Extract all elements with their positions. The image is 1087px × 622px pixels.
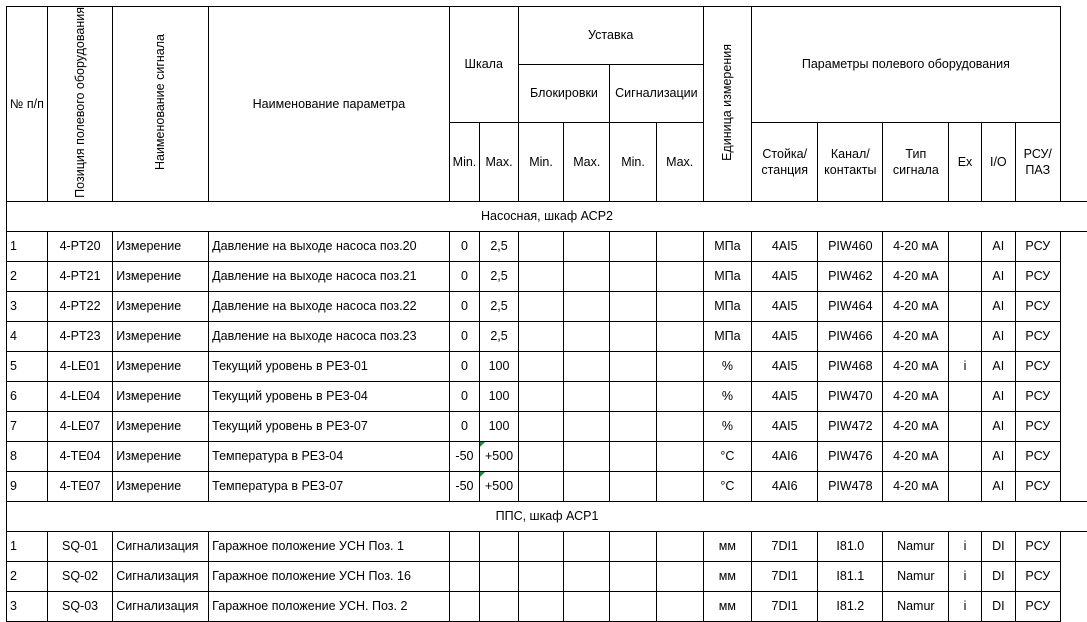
row-channel[interactable]: PIW468 [818, 351, 883, 381]
row-signal-type[interactable]: 4-20 мА [883, 351, 949, 381]
col-header-rsu[interactable]: РСУ/ ПАЗ [1016, 122, 1061, 201]
row-block-max[interactable] [564, 321, 610, 351]
row-rsu[interactable]: РСУ [1016, 261, 1061, 291]
row-signal[interactable]: Измерение [113, 441, 209, 471]
col-header-signaling[interactable]: Сигнализации [610, 64, 703, 122]
row-scale-max[interactable]: 2,5 [480, 231, 518, 261]
row-num[interactable]: 1 [7, 231, 48, 261]
row-sig-min[interactable] [610, 531, 657, 561]
row-scale-min[interactable]: -50 [449, 471, 480, 501]
row-block-min[interactable] [518, 411, 564, 441]
row-channel[interactable]: PIW478 [818, 471, 883, 501]
row-block-min[interactable] [518, 561, 564, 591]
row-signal[interactable]: Измерение [113, 291, 209, 321]
row-sig-min[interactable] [610, 321, 657, 351]
row-scale-min[interactable]: 0 [449, 351, 480, 381]
row-scale-max[interactable]: 2,5 [480, 321, 518, 351]
row-num[interactable]: 6 [7, 381, 48, 411]
row-channel[interactable]: PIW460 [818, 231, 883, 261]
row-param-name[interactable]: Давление на выходе насоса поз.21 [209, 261, 449, 291]
row-rack[interactable]: 4AI6 [752, 441, 818, 471]
row-rack[interactable]: 7DI1 [752, 561, 818, 591]
row-channel[interactable]: PIW470 [818, 381, 883, 411]
row-rsu[interactable]: РСУ [1016, 321, 1061, 351]
row-position[interactable]: SQ-03 [47, 591, 112, 621]
col-header-param-name[interactable]: Наименование параметра [209, 7, 449, 202]
row-num[interactable]: 7 [7, 411, 48, 441]
row-ex[interactable] [949, 231, 981, 261]
row-position[interactable]: SQ-01 [47, 531, 112, 561]
row-channel[interactable]: I81.2 [818, 591, 883, 621]
row-rack[interactable]: 4AI5 [752, 351, 818, 381]
row-position[interactable]: 4-TE04 [47, 441, 112, 471]
row-signal[interactable]: Измерение [113, 321, 209, 351]
row-sig-max[interactable] [656, 321, 703, 351]
row-signal-type[interactable]: 4-20 мА [883, 471, 949, 501]
row-signal-type[interactable]: Namur [883, 561, 949, 591]
table-row [7, 471, 1087, 501]
empty-cell [1060, 531, 1087, 561]
row-unit[interactable]: МПа [703, 291, 752, 321]
row-block-max[interactable] [564, 591, 610, 621]
row-channel[interactable]: I81.1 [818, 561, 883, 591]
col-header-rack[interactable]: Стойка/ станция [752, 122, 818, 201]
row-num[interactable]: 5 [7, 351, 48, 381]
row-sig-min[interactable] [610, 351, 657, 381]
row-unit[interactable]: % [703, 351, 752, 381]
row-block-max[interactable] [564, 561, 610, 591]
row-scale-max[interactable]: 100 [480, 411, 518, 441]
table-row [7, 561, 1087, 591]
table-row [7, 381, 1087, 411]
row-num[interactable]: 4 [7, 321, 48, 351]
row-unit[interactable]: мм [703, 531, 752, 561]
empty-cell [1060, 291, 1087, 321]
row-sig-max[interactable] [656, 471, 703, 501]
row-block-min[interactable] [518, 321, 564, 351]
col-header-field-params[interactable]: Параметры полевого оборудования [752, 7, 1060, 123]
row-rack[interactable]: 7DI1 [752, 591, 818, 621]
row-num[interactable]: 2 [7, 561, 48, 591]
empty-cell [1060, 591, 1087, 621]
row-unit[interactable]: °С [703, 471, 752, 501]
row-sig-max[interactable] [656, 261, 703, 291]
row-signal[interactable]: Измерение [113, 231, 209, 261]
row-num[interactable]: 8 [7, 441, 48, 471]
row-scale-min[interactable] [449, 591, 480, 621]
row-block-min[interactable] [518, 291, 564, 321]
row-channel[interactable]: PIW472 [818, 411, 883, 441]
row-unit[interactable]: % [703, 411, 752, 441]
row-signal-type[interactable]: 4-20 мА [883, 381, 949, 411]
empty-cell [1060, 261, 1087, 291]
row-position[interactable]: 4-LE04 [47, 381, 112, 411]
row-channel[interactable]: PIW464 [818, 291, 883, 321]
row-ex[interactable] [949, 321, 981, 351]
row-ex[interactable] [949, 381, 981, 411]
row-io[interactable]: DI [981, 561, 1015, 591]
empty-cell [1060, 321, 1087, 351]
row-signal-type[interactable]: 4-20 мА [883, 261, 949, 291]
row-signal-type[interactable]: 4-20 мА [883, 231, 949, 261]
row-signal[interactable]: Измерение [113, 471, 209, 501]
row-rsu[interactable]: РСУ [1016, 441, 1061, 471]
row-channel[interactable]: PIW462 [818, 261, 883, 291]
row-scale-max[interactable]: +500 [480, 441, 518, 471]
row-io[interactable]: AI [981, 261, 1015, 291]
row-block-min[interactable] [518, 471, 564, 501]
row-scale-max[interactable] [480, 531, 518, 561]
row-param-name[interactable]: Температура в РЕ3-04 [209, 441, 449, 471]
row-unit[interactable]: мм [703, 591, 752, 621]
row-sig-min[interactable] [610, 561, 657, 591]
row-scale-max[interactable] [480, 591, 518, 621]
col-header-sig-min[interactable]: Min. [610, 122, 657, 201]
row-rack[interactable]: 4AI5 [752, 381, 818, 411]
row-rsu[interactable]: РСУ [1016, 291, 1061, 321]
table-row [7, 321, 1087, 351]
row-position[interactable]: 4-LE07 [47, 411, 112, 441]
col-header-ex[interactable]: Ex [949, 122, 981, 201]
row-rack[interactable]: 4AI5 [752, 411, 818, 441]
row-sig-min[interactable] [610, 471, 657, 501]
row-ex[interactable]: i [949, 561, 981, 591]
row-param-name[interactable]: Гаражное положение УСН Поз. 1 [209, 531, 449, 561]
row-io[interactable]: AI [981, 231, 1015, 261]
col-header-signal-type[interactable]: Тип сигнала [883, 122, 949, 201]
col-header-num[interactable]: № п/п [7, 7, 48, 202]
col-header-position[interactable]: Позиция полевого оборудования [47, 7, 112, 202]
row-rsu[interactable]: РСУ [1016, 591, 1061, 621]
row-block-min[interactable] [518, 591, 564, 621]
row-channel[interactable]: I81.0 [818, 531, 883, 561]
col-header-block-max[interactable]: Max. [564, 122, 610, 201]
row-sig-min[interactable] [610, 231, 657, 261]
col-header-setpoint[interactable]: Уставка [518, 7, 703, 65]
empty-cell [1060, 381, 1087, 411]
col-header-scale-max[interactable]: Max. [480, 122, 518, 201]
row-block-min[interactable] [518, 351, 564, 381]
row-rack[interactable]: 7DI1 [752, 531, 818, 561]
row-unit[interactable]: МПа [703, 261, 752, 291]
row-sig-min[interactable] [610, 411, 657, 441]
row-ex[interactable] [949, 471, 981, 501]
section-title[interactable]: Насосная, шкаф АСР2 [7, 201, 1087, 231]
table-row [7, 291, 1087, 321]
col-header-scale-min[interactable]: Min. [449, 122, 480, 201]
empty-cell [1060, 7, 1087, 202]
col-header-blocking[interactable]: Блокировки [518, 64, 609, 122]
row-rack[interactable]: 4AI5 [752, 261, 818, 291]
row-scale-max[interactable]: 2,5 [480, 291, 518, 321]
row-io[interactable]: AI [981, 471, 1015, 501]
row-signal-type[interactable]: 4-20 мА [883, 411, 949, 441]
row-scale-max[interactable]: +500 [480, 471, 518, 501]
row-rsu[interactable]: РСУ [1016, 381, 1061, 411]
section-row [7, 501, 1087, 531]
row-io[interactable]: AI [981, 441, 1015, 471]
row-rack[interactable]: 4AI5 [752, 291, 818, 321]
row-block-min[interactable] [518, 261, 564, 291]
row-ex[interactable] [949, 291, 981, 321]
row-signal-type[interactable]: 4-20 мА [883, 321, 949, 351]
row-unit[interactable]: мм [703, 561, 752, 591]
row-sig-min[interactable] [610, 591, 657, 621]
row-position[interactable]: 4-LE01 [47, 351, 112, 381]
row-block-min[interactable] [518, 231, 564, 261]
table-row [7, 261, 1087, 291]
row-signal-type[interactable]: 4-20 мА [883, 291, 949, 321]
row-block-max[interactable] [564, 351, 610, 381]
row-signal-type[interactable]: 4-20 мА [883, 441, 949, 471]
row-sig-max[interactable] [656, 291, 703, 321]
row-block-max[interactable] [564, 531, 610, 561]
spreadsheet [0, 6, 1087, 533]
empty-cell [1060, 561, 1087, 591]
row-scale-min[interactable] [449, 531, 480, 561]
row-block-max[interactable] [564, 291, 610, 321]
row-block-min[interactable] [518, 441, 564, 471]
row-sig-max[interactable] [656, 351, 703, 381]
table-row [7, 591, 1087, 621]
row-block-max[interactable] [564, 471, 610, 501]
row-sig-max[interactable] [656, 381, 703, 411]
row-block-max[interactable] [564, 381, 610, 411]
row-channel[interactable]: PIW466 [818, 321, 883, 351]
row-sig-min[interactable] [610, 291, 657, 321]
row-signal[interactable]: Сигнализация [113, 591, 209, 621]
row-signal[interactable]: Измерение [113, 261, 209, 291]
col-header-block-min[interactable]: Min. [518, 122, 564, 201]
row-io[interactable]: AI [981, 381, 1015, 411]
row-ex[interactable]: i [949, 351, 981, 381]
row-sig-max[interactable] [656, 411, 703, 441]
row-position[interactable]: 4-PT23 [47, 321, 112, 351]
row-signal[interactable]: Измерение [113, 411, 209, 441]
row-io[interactable]: AI [981, 321, 1015, 351]
row-io[interactable]: AI [981, 291, 1015, 321]
row-param-name[interactable]: Температура в РЕ3-07 [209, 471, 449, 501]
col-header-scale[interactable]: Шкала [449, 7, 518, 123]
row-unit[interactable]: МПа [703, 321, 752, 351]
section-row [7, 201, 1087, 231]
row-io[interactable]: DI [981, 591, 1015, 621]
row-signal[interactable]: Измерение [113, 351, 209, 381]
row-sig-max[interactable] [656, 531, 703, 561]
row-rsu[interactable]: РСУ [1016, 411, 1061, 441]
row-sig-min[interactable] [610, 381, 657, 411]
row-rsu[interactable]: РСУ [1016, 231, 1061, 261]
row-io[interactable]: AI [981, 411, 1015, 441]
row-param-name[interactable]: Давление на выходе насоса поз.23 [209, 321, 449, 351]
row-ex[interactable] [949, 441, 981, 471]
row-scale-min[interactable] [449, 561, 480, 591]
row-rack[interactable]: 4AI5 [752, 321, 818, 351]
row-block-min[interactable] [518, 381, 564, 411]
row-scale-min[interactable]: 0 [449, 231, 480, 261]
row-position[interactable]: 4-PT21 [47, 261, 112, 291]
row-param-name[interactable]: Гаражное положение УСН. Поз. 2 [209, 591, 449, 621]
row-rsu[interactable]: РСУ [1016, 471, 1061, 501]
row-ex[interactable]: i [949, 591, 981, 621]
row-rsu[interactable]: РСУ [1016, 561, 1061, 591]
section-title[interactable]: ППС, шкаф АСР1 [7, 501, 1087, 531]
empty-cell [1060, 231, 1087, 261]
row-signal-type[interactable]: Namur [883, 531, 949, 561]
row-ex[interactable]: i [949, 531, 981, 561]
row-io[interactable]: DI [981, 531, 1015, 561]
row-num[interactable]: 2 [7, 261, 48, 291]
row-scale-min[interactable]: 0 [449, 321, 480, 351]
row-position[interactable]: 4-PT20 [47, 231, 112, 261]
row-position[interactable]: SQ-02 [47, 561, 112, 591]
row-io[interactable]: AI [981, 351, 1015, 381]
row-sig-min[interactable] [610, 261, 657, 291]
row-signal[interactable]: Сигнализация [113, 561, 209, 591]
col-header-io[interactable]: I/O [981, 122, 1015, 201]
row-signal[interactable]: Сигнализация [113, 531, 209, 561]
row-param-name[interactable]: Давление на выходе насоса поз.20 [209, 231, 449, 261]
row-scale-max[interactable]: 2,5 [480, 261, 518, 291]
row-num[interactable]: 3 [7, 291, 48, 321]
table-row [7, 411, 1087, 441]
row-param-name[interactable]: Гаражное положение УСН Поз. 16 [209, 561, 449, 591]
table-row [7, 441, 1087, 471]
table-row [7, 231, 1087, 261]
row-num[interactable]: 3 [7, 591, 48, 621]
row-signal-type[interactable]: Namur [883, 591, 949, 621]
table-row [7, 351, 1087, 381]
row-sig-min[interactable] [610, 441, 657, 471]
row-scale-min[interactable]: 0 [449, 411, 480, 441]
row-sig-max[interactable] [656, 561, 703, 591]
row-channel[interactable]: PIW476 [818, 441, 883, 471]
row-ex[interactable] [949, 261, 981, 291]
empty-cell [1060, 411, 1087, 441]
col-header-sig-max[interactable]: Max. [656, 122, 703, 201]
row-param-name[interactable]: Текущий уровень в РЕ3-01 [209, 351, 449, 381]
col-header-channel[interactable]: Канал/ контакты [818, 122, 883, 201]
row-param-name[interactable]: Текущий уровень в РЕ3-07 [209, 411, 449, 441]
row-block-max[interactable] [564, 441, 610, 471]
row-position[interactable]: 4-PT22 [47, 291, 112, 321]
row-num[interactable]: 9 [7, 471, 48, 501]
row-block-max[interactable] [564, 231, 610, 261]
row-sig-max[interactable] [656, 591, 703, 621]
row-scale-min[interactable]: 0 [449, 381, 480, 411]
row-ex[interactable] [949, 411, 981, 441]
row-block-max[interactable] [564, 411, 610, 441]
row-unit[interactable]: % [703, 381, 752, 411]
table-row [7, 531, 1087, 561]
empty-cell [1060, 471, 1087, 501]
row-unit[interactable]: °С [703, 441, 752, 471]
row-sig-max[interactable] [656, 231, 703, 261]
row-param-name[interactable]: Текущий уровень в РЕ3-04 [209, 381, 449, 411]
row-param-name[interactable]: Давление на выходе насоса поз.22 [209, 291, 449, 321]
row-scale-min[interactable]: 0 [449, 291, 480, 321]
row-signal[interactable]: Измерение [113, 381, 209, 411]
row-unit[interactable]: МПа [703, 231, 752, 261]
row-rack[interactable]: 4AI5 [752, 231, 818, 261]
row-block-max[interactable] [564, 261, 610, 291]
row-scale-max[interactable] [480, 561, 518, 591]
row-num[interactable]: 1 [7, 531, 48, 561]
row-rsu[interactable]: РСУ [1016, 351, 1061, 381]
row-position[interactable]: 4-TE07 [47, 471, 112, 501]
row-scale-min[interactable]: -50 [449, 441, 480, 471]
row-rsu[interactable]: РСУ [1016, 531, 1061, 561]
row-scale-max[interactable]: 100 [480, 351, 518, 381]
signal-table [6, 6, 1087, 622]
row-scale-min[interactable]: 0 [449, 261, 480, 291]
col-header-unit[interactable]: Единица измерения [703, 7, 752, 202]
row-sig-max[interactable] [656, 441, 703, 471]
row-rack[interactable]: 4AI6 [752, 471, 818, 501]
col-header-signal-name[interactable]: Наименование сигнала [113, 7, 209, 202]
row-scale-max[interactable]: 100 [480, 381, 518, 411]
empty-cell [1060, 441, 1087, 471]
empty-cell [1060, 351, 1087, 381]
row-block-min[interactable] [518, 531, 564, 561]
